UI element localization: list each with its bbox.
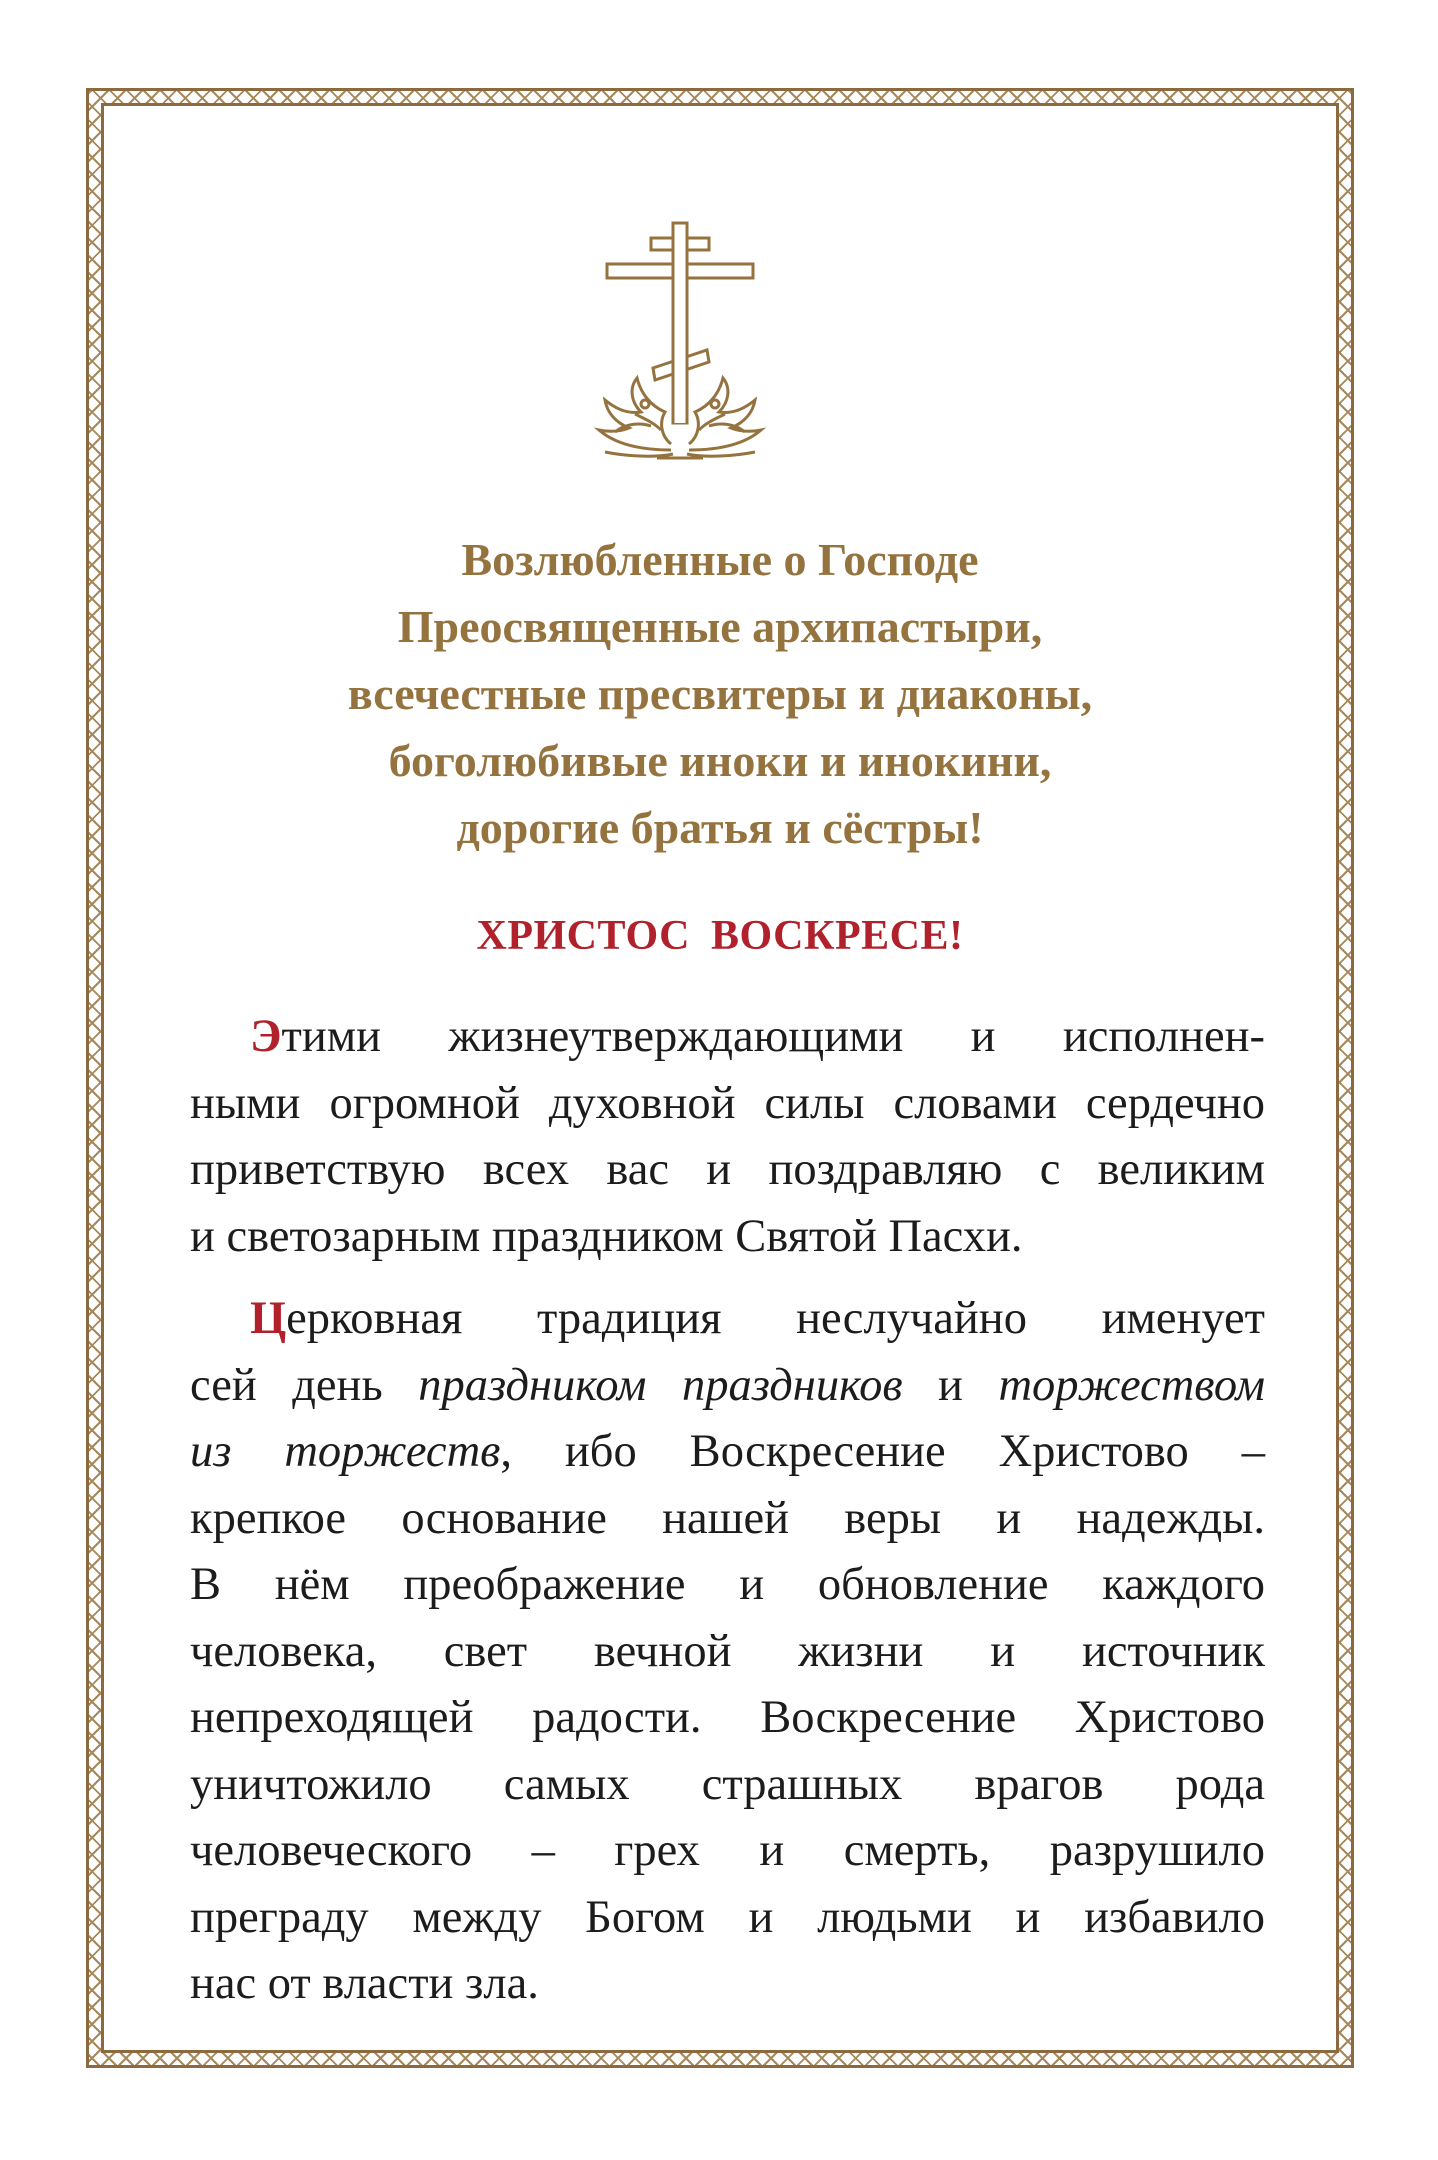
drop-initial: Э bbox=[250, 1011, 282, 1062]
italic-phrase: праздником праздников bbox=[418, 1359, 903, 1411]
drop-initial: Ц bbox=[250, 1293, 287, 1344]
paragraph-2 bbox=[190, 1286, 1265, 2018]
greeting-line: Возлюбленные о Господе bbox=[461, 534, 979, 585]
text-line: преграду между Богом и людьми и избавило bbox=[190, 1891, 1265, 1943]
paragraph-1 bbox=[190, 1004, 1265, 1270]
greeting-line: всечестные пресвитеры и диаконы, bbox=[347, 668, 1093, 719]
text-line: человеческого – грех и смерть, разрушило bbox=[190, 1825, 1265, 1876]
italic-phrase: из торжеств bbox=[190, 1426, 501, 1477]
greeting-line: дорогие братья и сёстры! bbox=[456, 802, 984, 853]
orthodox-cross-icon bbox=[545, 218, 815, 468]
ornamental-border bbox=[86, 88, 1354, 2068]
text-line: сей день праздником праздников и торжеством bbox=[190, 1359, 1266, 1411]
page-content bbox=[101, 103, 1339, 2053]
text-line: и светозарным праздником Святой Пасхи. bbox=[190, 1210, 1023, 1262]
text-line: из торжеств, ибо Воскресение Христово – bbox=[190, 1426, 1265, 1477]
italic-phrase: торжеством bbox=[998, 1359, 1266, 1411]
greeting-line: Преосвященные архипастыри, bbox=[397, 601, 1043, 652]
text-line: непреходящей радости. Воскресение Христово bbox=[190, 1692, 1265, 1743]
text-line: Этими жизнеутверждающими и исполнен- bbox=[250, 1011, 1265, 1062]
text-line: человека, свет вечной жизни и источник bbox=[190, 1625, 1265, 1677]
text-line: В нём преображение и обновление каждого bbox=[190, 1559, 1265, 1610]
text-line: ными огромной духовной силы словами сердечно bbox=[190, 1077, 1265, 1129]
greeting-line: боголюбивые иноки и инокини, bbox=[388, 735, 1052, 786]
greeting-address bbox=[104, 526, 1336, 861]
headline: ХРИСТОС ВОСКРЕСЕ! bbox=[476, 913, 964, 959]
text-line: уничтожило самых страшных врагов рода bbox=[190, 1758, 1265, 1810]
text-line: Церковная традиция неслучайно именует bbox=[250, 1293, 1265, 1344]
text-line: нас от власти зла. bbox=[190, 1958, 539, 2009]
text-line: крепкое основание нашей веры и надежды. bbox=[190, 1492, 1265, 1544]
text-line: приветствую всех вас и поздравляю с великим bbox=[190, 1144, 1265, 1195]
message-body bbox=[190, 1004, 1265, 2034]
